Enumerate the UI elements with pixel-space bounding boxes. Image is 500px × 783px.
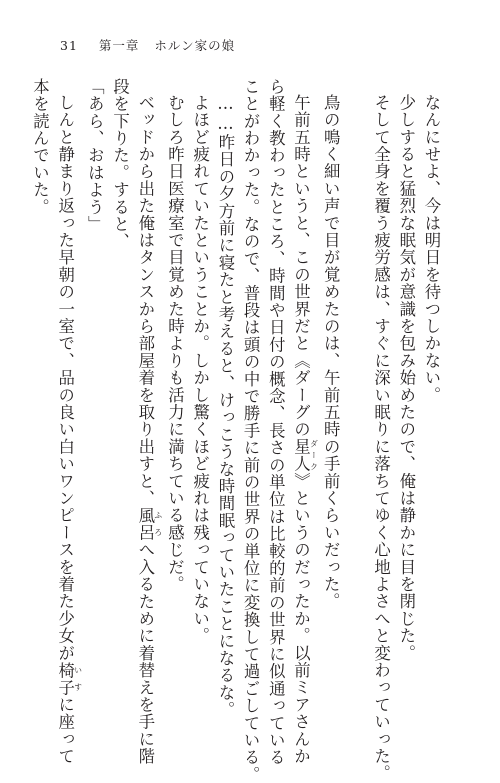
text-line: 午前五時というと、この世界だと《ダーグの星人 ダーク》というのだったか。以前ミアさんか	[291, 94, 319, 766]
ruby-annotation: 椅子 いす	[55, 662, 83, 697]
text-line: ベッドから出た俺はタンスから部屋着を取り出すと、風呂 ふろへ入るために着替えを手に階	[135, 94, 163, 766]
dialogue-line: 「あら、おはよう」	[85, 78, 105, 233]
text-line: よほど疲れていたということか。しかし驚くほど疲れは残っていない。	[190, 94, 210, 645]
text-line: ……昨日の夕方前に寝たと考えると、けっこうな時間眠っていたことになるな。	[215, 94, 235, 719]
text-line: なんにせよ、今は明日を待つしかない。	[422, 94, 441, 404]
text-line: 本を読んでいた。	[30, 78, 50, 216]
chapter-label: 第一章	[98, 38, 140, 53]
chapter-title: ホルン家の娘	[154, 38, 236, 53]
text-line: そして全身を覆う疲労感は、すぐに深い眠りに落ちてゆく心地よさへと変わっていった。	[371, 94, 391, 783]
page-header	[60, 36, 235, 54]
text-line: 鳥の鳴く細い声で目が覚めたのは、午前五時の手前くらいだった。	[321, 94, 341, 611]
ruby-annotation: 風呂 ふろ	[135, 507, 163, 542]
vertical-body-text	[30, 78, 444, 783]
text-line: ことがわかった。なので、普段は頭の中で勝手に前の世界の単位に変換して過ごしている。	[241, 78, 261, 783]
text-line: むしろ昨日医療室で目覚めた時よりも活力に満ちている感じだ。	[165, 94, 185, 594]
text-line: しんと静まり返った早朝の一室で、品の良い白いワンピースを着た少女が椅子 いすに座って	[55, 94, 83, 766]
page-number: 31	[60, 38, 78, 53]
text-line: ら軽く教わったところ、時間や日付の概念、長さの単位は比較的前の世界に似通っている	[266, 78, 286, 766]
ruby-annotation: 星人 ダーク	[291, 438, 319, 473]
text-line: 段を下りた。すると、	[110, 78, 130, 250]
text-line: 少しすると猛烈な眠気が意識を包み始めたので、俺は静かに目を閉じた。	[396, 94, 416, 662]
paragraph-gap	[343, 78, 368, 678]
